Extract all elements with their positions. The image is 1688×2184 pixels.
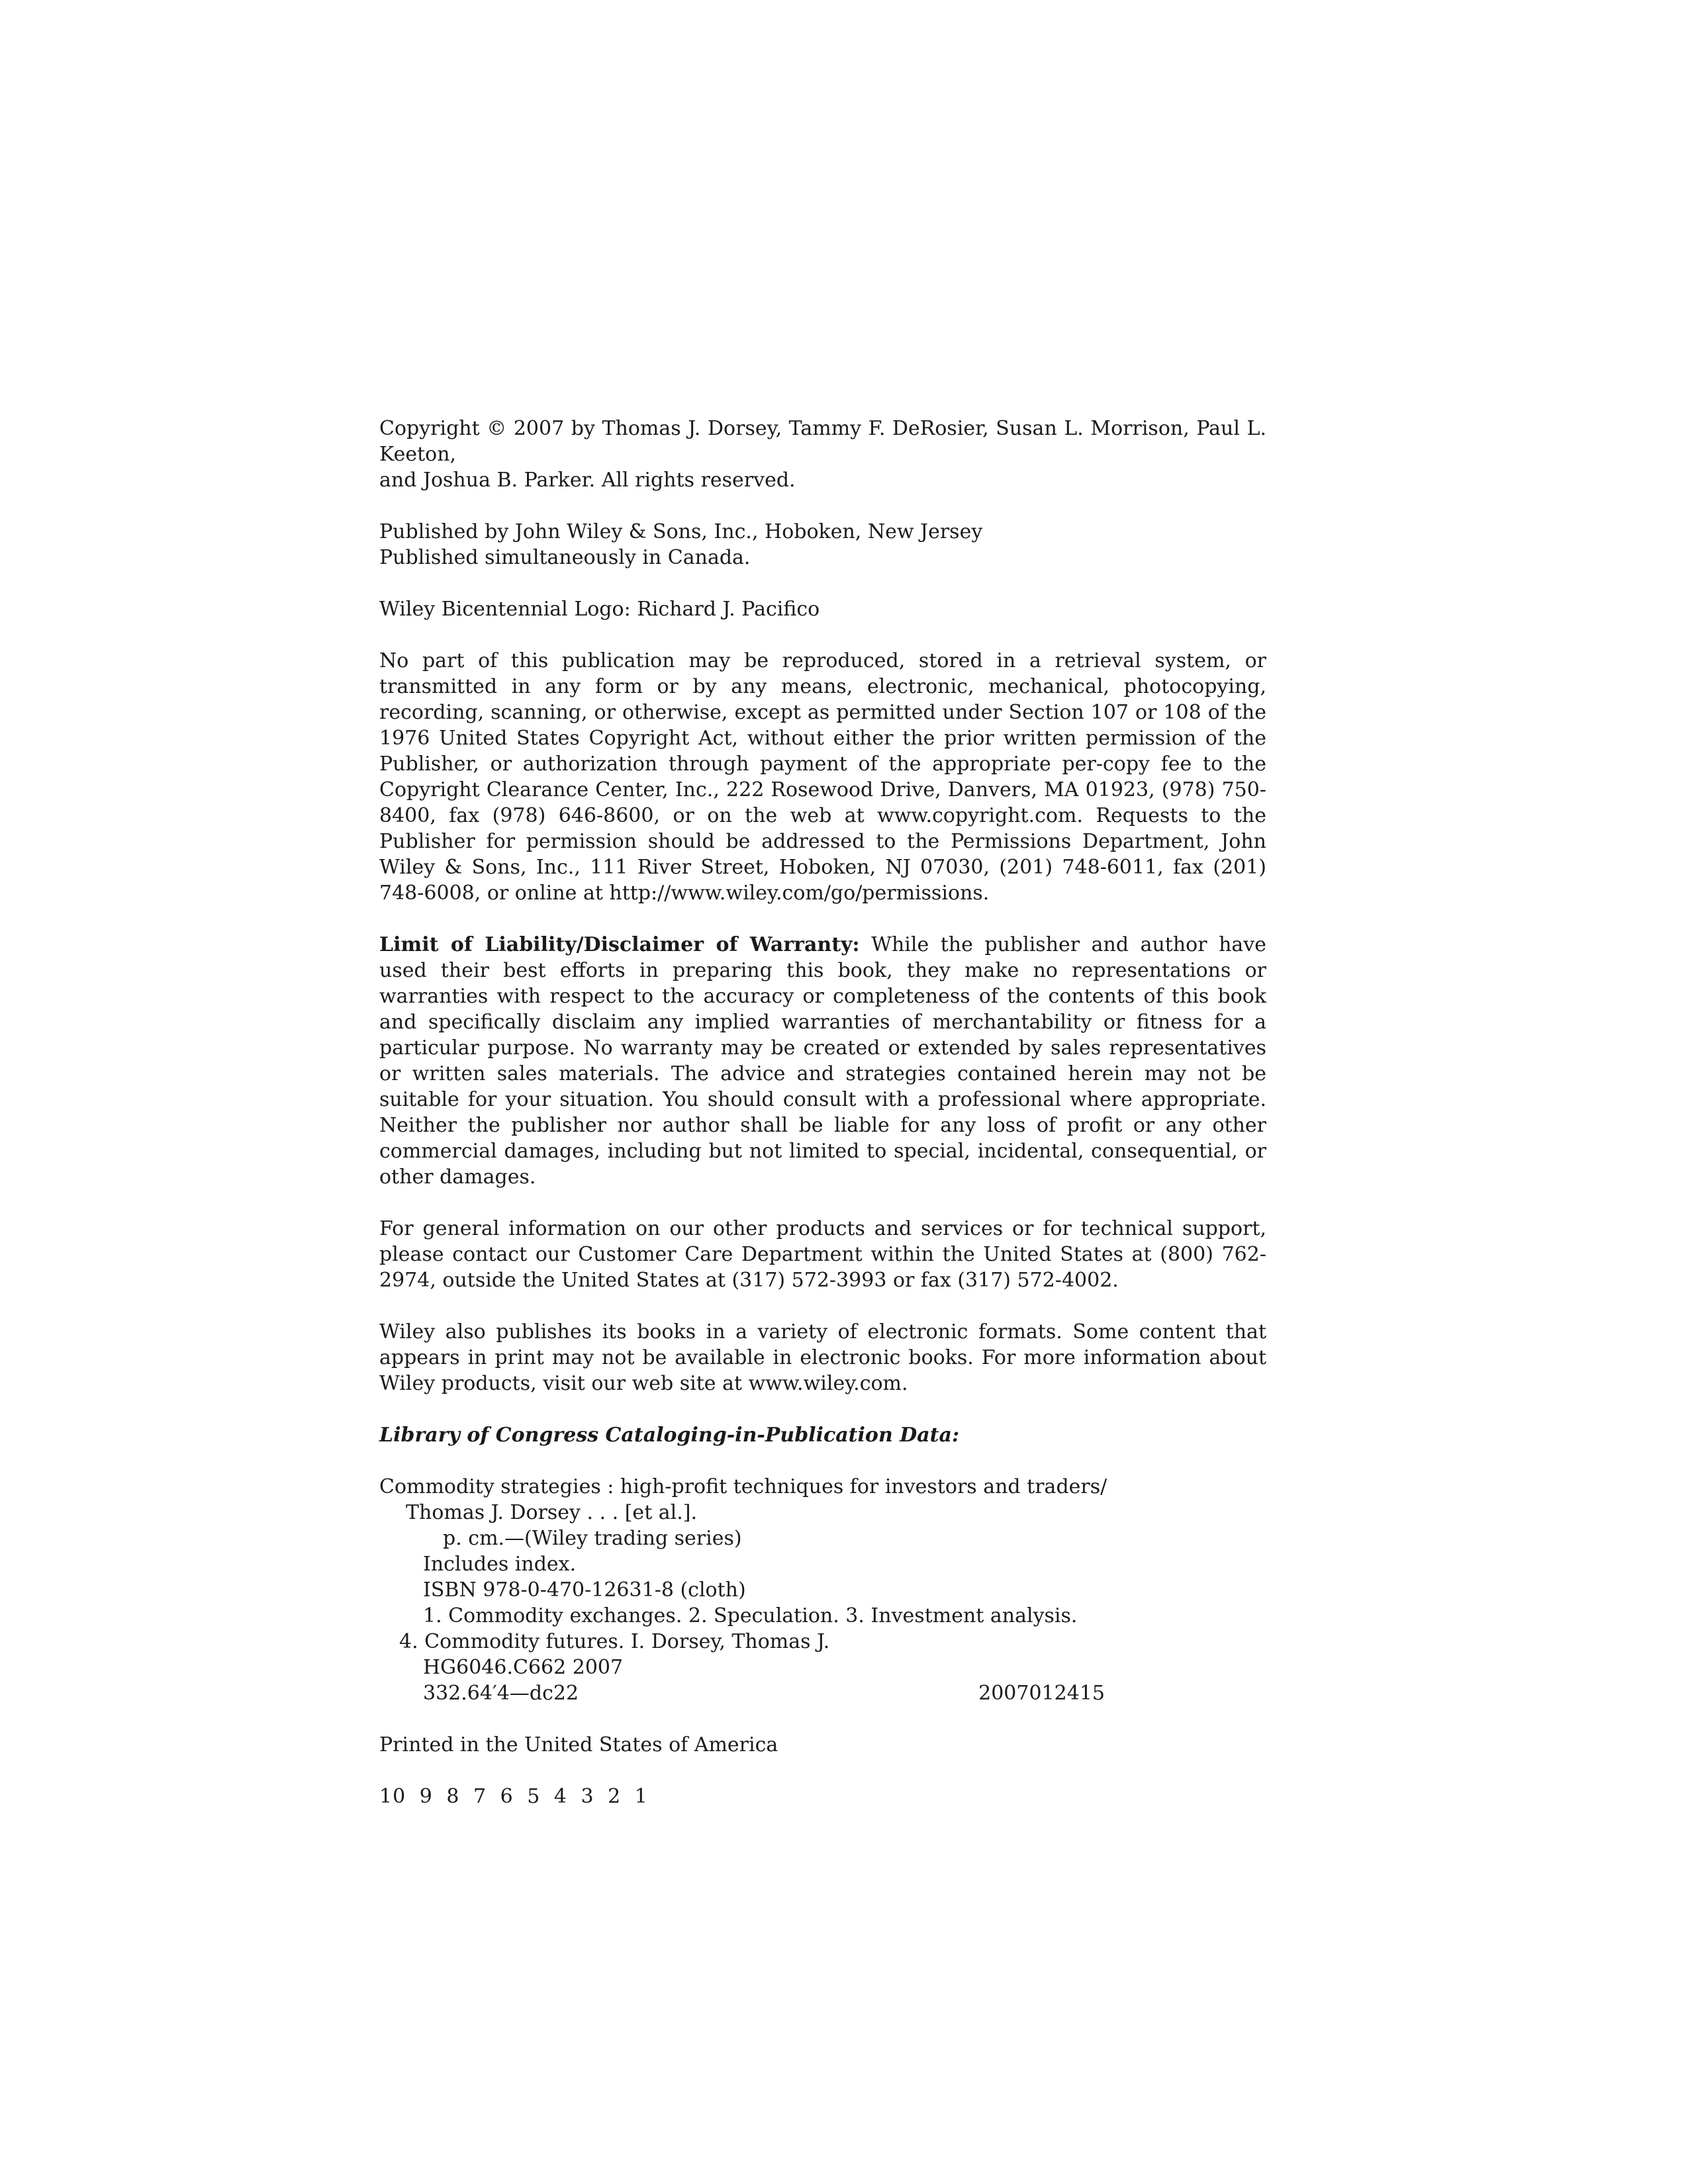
copyright-line-1: Copyright © 2007 by Thomas J. Dorsey, Tammy F. DeRosier, Susan L. Morrison, Paul L. Keeton, — [379, 417, 1266, 466]
cip-series-line: p. cm.—(Wiley trading series) — [443, 1527, 742, 1550]
cip-dewey-row — [379, 1680, 1105, 1706]
cip-lccn: 2007012415 — [978, 1682, 1105, 1705]
disclaimer-heading: Limit of Liability/Disclaimer of Warranty: — [379, 933, 860, 956]
cip-lc-class: HG6046.C662 2007 — [423, 1656, 624, 1679]
cip-dewey: 332.64′4—dc22 — [423, 1682, 579, 1705]
electronic-formats-paragraph: Wiley also publishes its books in a variety of electronic formats. Some content that appears in print may not be available in electronic books. For more information about Wiley products, visit our web site at www.wiley.com. — [379, 1320, 1266, 1395]
support-paragraph: For general information on our other products and services or for technical support, please contact our Customer Care Department within the United States at (800) 762-2974, outside the United States at (317) 572-3993 or fax (317) 572-4002. — [379, 1217, 1266, 1292]
cip-index-line: Includes index. — [423, 1553, 577, 1576]
copyright-page — [379, 416, 1266, 1835]
cip-heading: Library of Congress Cataloging-in-Publication Data: — [379, 1424, 960, 1447]
disclaimer-paragraph — [379, 932, 1266, 1190]
permissions-paragraph: No part of this publication may be reproduced, stored in a retrieval system, or transmitted in any form or by any means, electronic, mechanical, photocopying, recording, scanning, or otherwise, except as permitted under Section 107 or 108 of the 1976 United States Copyright Act, without either the prior written permission of the Publisher, or authorization through payment of the appropriate per-copy fee to the Copyright Clearance Center, Inc., 222 Rosewood Drive, Danvers, MA 01923, (978) 750-8400, fax (978) 646-8600, or on the web at www.copyright.com. Requests to the Publisher for permission should be addressed to the Permissions Department, John Wiley & Sons, Inc., 111 River Street, Hoboken, NJ 07030, (201) 748-6011, fax (201) 748-6008, or online at http://www.wiley.com/go/permissions. — [379, 649, 1266, 905]
copyright-line-2: and Joshua B. Parker. All rights reserved. — [379, 469, 796, 492]
cip-data-block — [379, 1474, 1266, 1706]
cip-subjects-line-1: 1. Commodity exchanges. 2. Speculation. 3. Investment analysis. — [423, 1604, 1078, 1627]
cip-isbn-line: ISBN 978-0-470-12631-8 (cloth) — [423, 1578, 746, 1602]
publisher-info — [379, 519, 1266, 570]
disclaimer-body: While the publisher and author have used their best efforts in preparing this book, they make no representations or warranties with respect to the accuracy or completeness of the contents of this book and specifically disclaim any implied warranties of merchantability or fitness for a particular purpose. No warranty may be created or extended by sales representatives or written sales materials. The advice and strategies contained herein may not be suitable for your situation. You should consult with a professional where appropriate. Neither the publisher nor author shall be liable for any loss of profit or any other commercial damages, including but not limited to special, incidental, consequential, or other damages. — [379, 933, 1266, 1189]
publisher-line-1: Published by John Wiley & Sons, Inc., Hoboken, New Jersey — [379, 520, 983, 543]
cip-title-line: Commodity strategies : high-profit techniques for investors and traders/ — [379, 1475, 1107, 1498]
cip-subjects-line-2: 4. Commodity futures. I. Dorsey, Thomas J. — [399, 1630, 830, 1653]
printer-key: 10 9 8 7 6 5 4 3 2 1 — [379, 1785, 648, 1808]
publisher-line-2: Published simultaneously in Canada. — [379, 546, 751, 569]
copyright-notice — [379, 416, 1266, 493]
cip-author-line: Thomas J. Dorsey . . . [et al.]. — [406, 1501, 698, 1524]
printed-in: Printed in the United States of America — [379, 1733, 778, 1756]
logo-credit: Wiley Bicentennial Logo: Richard J. Pacifico — [379, 598, 820, 621]
